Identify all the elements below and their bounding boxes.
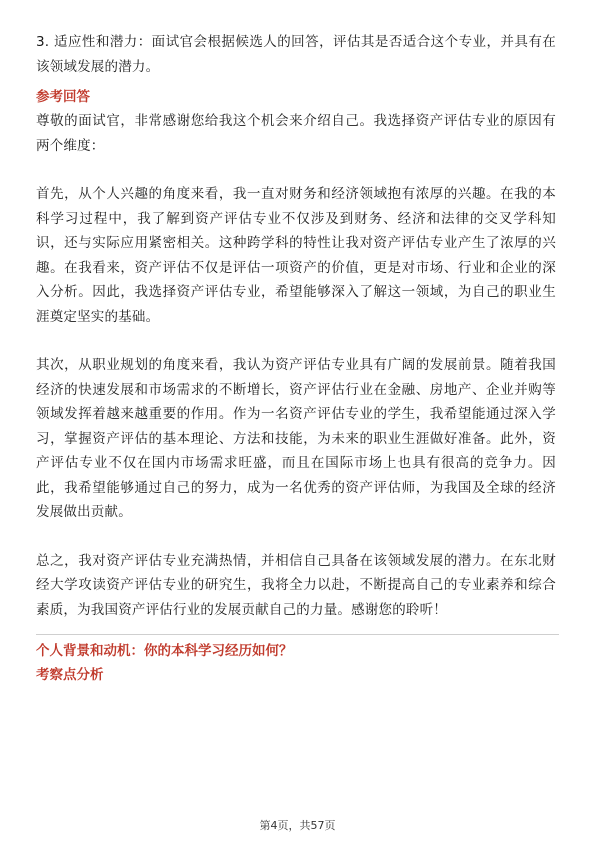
answer-paragraph-2: 其次，从职业规划的角度来看，我认为资产评估专业具有广阔的发展前景。随着我国经济的快速发展和市场需求的不断增长，资产评估行业在金融、房地产、企业并购等领域发挥着越来越重要的作用。作为一名资产评估专业的学生，我希望能通过深入学习，掌握资产评估的基本理论、方法和技能，为未来的职业生涯做好准备。此外，资产评估专业不仅在国内市场需求旺盛，而且在国际市场上也具有很高的竞争力。因此，我希望能够通过自己的努力，成为一名优秀的资产评估师，为我国及全球的经济发展做出贡献。	[36, 357, 556, 520]
paragraph-gap	[36, 329, 556, 353]
reference-answer-heading: 参考回答	[36, 89, 90, 105]
page-number-footer: 第4页，共57页	[259, 819, 336, 832]
document-page	[36, 30, 556, 687]
paragraph-gap	[36, 158, 556, 182]
section-divider	[36, 634, 559, 635]
answer-intro: 尊敬的面试官，非常感谢您给我这个机会来介绍自己。我选择资产评估专业的原因有两个维度：	[36, 113, 556, 154]
answer-paragraph-3: 总之，我对资产评估专业充满热情，并相信自己具备在该领域发展的潜力。在东北财经大学攻读资产评估专业的研究生，我将全力以赴，不断提高自己的专业素养和综合素质，为我国资产评估行业的发展贡献自己的力量。感谢您的聆听！	[36, 552, 556, 618]
evaluation-criterion: 3. 适应性和潜力：面试官会根据候选人的回答，评估其是否适合这个专业，并具有在该领域发展的潜力。	[36, 34, 556, 75]
analysis-heading: 考察点分析	[36, 667, 104, 683]
next-question-heading: 个人背景和动机：你的本科学习经历如何？	[36, 643, 293, 659]
paragraph-gap	[36, 525, 556, 549]
answer-paragraph-1: 首先，从个人兴趣的角度来看，我一直对财务和经济领域抱有浓厚的兴趣。在我的本科学习过程中，我了解到资产评估专业不仅涉及到财务、经济和法律的交叉学科知识，还与实际应用紧密相关。这种跨学科的特性让我对资产评估专业产生了浓厚的兴趣。在我看来，资产评估不仅是评估一项资产的价值，更是对市场、行业和企业的深入分析。因此，我选择资产评估专业，希望能够深入了解这一领域，为自己的职业生涯奠定坚实的基础。	[36, 186, 556, 325]
